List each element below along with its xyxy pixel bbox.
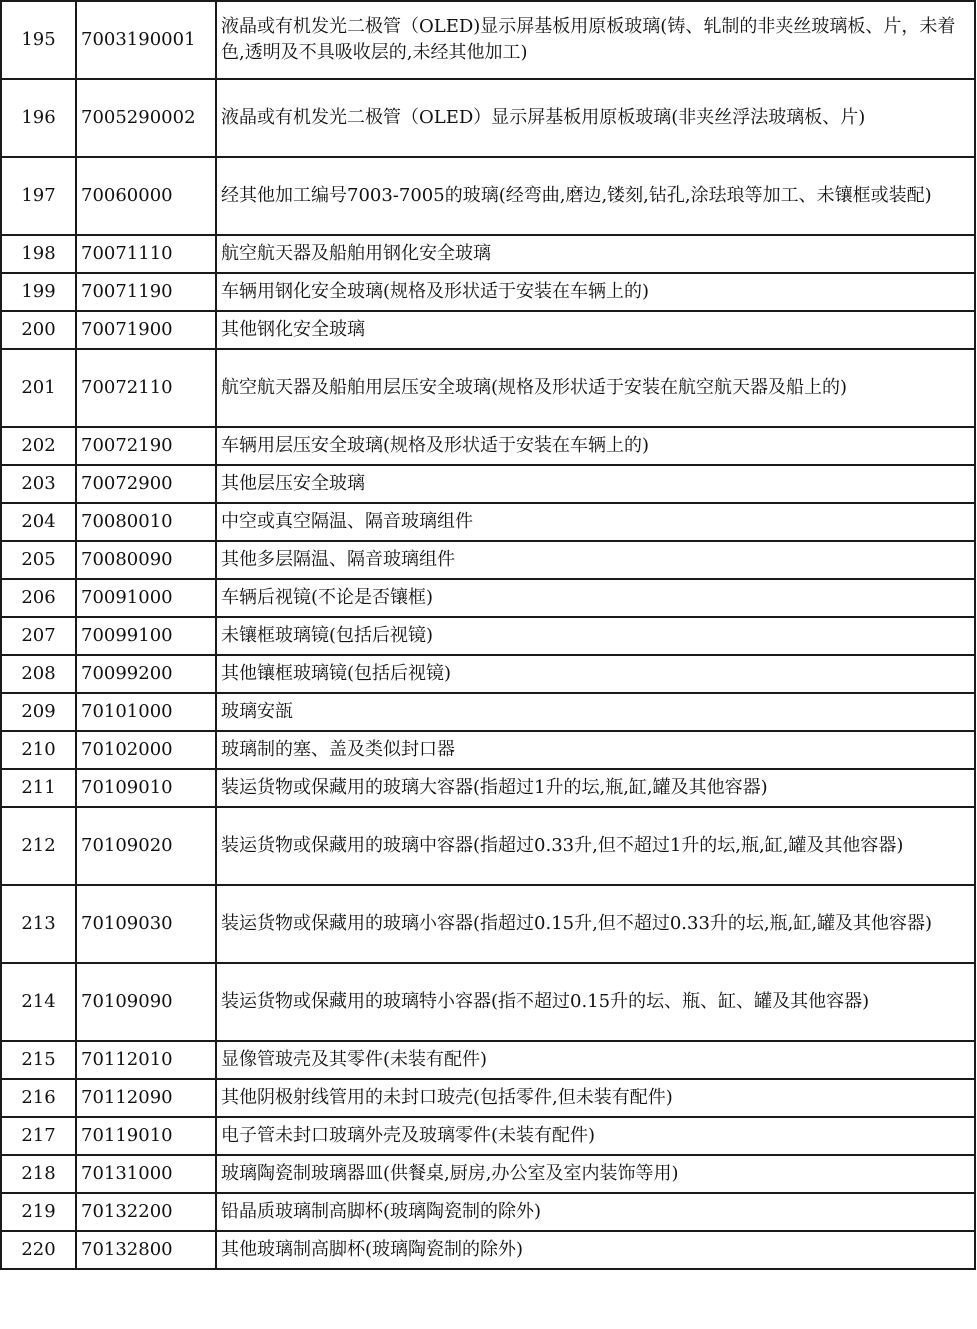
product-description: 其他多层隔温、隔音玻璃组件 (216, 541, 975, 579)
row-number: 212 (1, 807, 76, 885)
table-row (1, 1079, 975, 1117)
product-description: 其他镶框玻璃镜(包括后视镜) (216, 655, 975, 693)
hs-code: 70109090 (76, 963, 216, 1041)
table-row (1, 655, 975, 693)
table-row (1, 427, 975, 465)
row-number: 217 (1, 1117, 76, 1155)
table-row (1, 1193, 975, 1231)
table-row (1, 311, 975, 349)
hs-code: 7003190001 (76, 1, 216, 79)
table-row (1, 1155, 975, 1193)
hs-code: 70072110 (76, 349, 216, 427)
hs-code: 70101000 (76, 693, 216, 731)
row-number: 210 (1, 731, 76, 769)
product-description: 其他层压安全玻璃 (216, 465, 975, 503)
hs-code: 70099200 (76, 655, 216, 693)
hs-code: 70071900 (76, 311, 216, 349)
product-description: 液晶或有机发光二极管（OLED）显示屏基板用原板玻璃(非夹丝浮法玻璃板、片) (216, 79, 975, 157)
row-number: 207 (1, 617, 76, 655)
product-description: 装运货物或保藏用的玻璃大容器(指超过1升的坛,瓶,缸,罐及其他容器) (216, 769, 975, 807)
row-number: 205 (1, 541, 76, 579)
hs-code: 70109030 (76, 885, 216, 963)
table-row (1, 465, 975, 503)
table-row (1, 273, 975, 311)
row-number: 214 (1, 963, 76, 1041)
row-number: 213 (1, 885, 76, 963)
table-row (1, 1231, 975, 1269)
row-number: 202 (1, 427, 76, 465)
row-number: 215 (1, 1041, 76, 1079)
hs-code: 70072900 (76, 465, 216, 503)
hs-code: 70132200 (76, 1193, 216, 1231)
table-row (1, 1, 975, 79)
product-description: 其他阴极射线管用的未封口玻壳(包括零件,但未装有配件) (216, 1079, 975, 1117)
product-description: 装运货物或保藏用的玻璃特小容器(指不超过0.15升的坛、瓶、缸、罐及其他容器) (216, 963, 975, 1041)
table-row (1, 349, 975, 427)
table-row (1, 807, 975, 885)
row-number: 216 (1, 1079, 76, 1117)
row-number: 204 (1, 503, 76, 541)
row-number: 201 (1, 349, 76, 427)
hs-code: 70071190 (76, 273, 216, 311)
row-number: 199 (1, 273, 76, 311)
product-description: 电子管未封口玻璃外壳及玻璃零件(未装有配件) (216, 1117, 975, 1155)
row-number: 195 (1, 1, 76, 79)
hs-code: 70080090 (76, 541, 216, 579)
table-row (1, 693, 975, 731)
row-number: 218 (1, 1155, 76, 1193)
product-description: 装运货物或保藏用的玻璃中容器(指超过0.33升,但不超过1升的坛,瓶,缸,罐及其他容器) (216, 807, 975, 885)
hs-code: 70131000 (76, 1155, 216, 1193)
table-row (1, 79, 975, 157)
product-description: 玻璃安瓿 (216, 693, 975, 731)
product-description: 显像管玻壳及其零件(未装有配件) (216, 1041, 975, 1079)
hs-code: 70112010 (76, 1041, 216, 1079)
table-row (1, 579, 975, 617)
table-row (1, 769, 975, 807)
hs-code: 70071110 (76, 235, 216, 273)
hs-code: 70080010 (76, 503, 216, 541)
row-number: 200 (1, 311, 76, 349)
product-description: 其他玻璃制高脚杯(玻璃陶瓷制的除外) (216, 1231, 975, 1269)
table-row (1, 885, 975, 963)
hs-code: 70112090 (76, 1079, 216, 1117)
product-description: 航空航天器及船舶用层压安全玻璃(规格及形状适于安装在航空航天器及船上的) (216, 349, 975, 427)
table-row (1, 1117, 975, 1155)
row-number: 208 (1, 655, 76, 693)
product-description: 装运货物或保藏用的玻璃小容器(指超过0.15升,但不超过0.33升的坛,瓶,缸,罐及其他容器) (216, 885, 975, 963)
product-description: 中空或真空隔温、隔音玻璃组件 (216, 503, 975, 541)
hs-code: 70102000 (76, 731, 216, 769)
hs-code: 70119010 (76, 1117, 216, 1155)
product-description: 其他钢化安全玻璃 (216, 311, 975, 349)
row-number: 209 (1, 693, 76, 731)
table-row (1, 1041, 975, 1079)
hs-code: 70109020 (76, 807, 216, 885)
product-description: 经其他加工编号7003-7005的玻璃(经弯曲,磨边,镂刻,钻孔,涂珐琅等加工、未镶框或装配) (216, 157, 975, 235)
table-row (1, 157, 975, 235)
product-description: 未镶框玻璃镜(包括后视镜) (216, 617, 975, 655)
product-description: 车辆用层压安全玻璃(规格及形状适于安装在车辆上的) (216, 427, 975, 465)
row-number: 220 (1, 1231, 76, 1269)
table-row (1, 235, 975, 273)
product-description: 铅晶质玻璃制高脚杯(玻璃陶瓷制的除外) (216, 1193, 975, 1231)
table-row (1, 617, 975, 655)
product-description: 玻璃陶瓷制玻璃器皿(供餐桌,厨房,办公室及室内装饰等用) (216, 1155, 975, 1193)
row-number: 206 (1, 579, 76, 617)
row-number: 196 (1, 79, 76, 157)
product-description: 液晶或有机发光二极管（OLED)显示屏基板用原板玻璃(铸、轧制的非夹丝玻璃板、片，未着色,透明及不具吸收层的,未经其他加工) (216, 1, 975, 79)
hs-code: 70099100 (76, 617, 216, 655)
table-row (1, 503, 975, 541)
row-number: 211 (1, 769, 76, 807)
hs-code: 70109010 (76, 769, 216, 807)
product-description: 车辆用钢化安全玻璃(规格及形状适于安装在车辆上的) (216, 273, 975, 311)
hs-code: 7005290002 (76, 79, 216, 157)
table-row (1, 731, 975, 769)
row-number: 198 (1, 235, 76, 273)
hs-code: 70072190 (76, 427, 216, 465)
row-number: 197 (1, 157, 76, 235)
table-row (1, 963, 975, 1041)
hs-code: 70091000 (76, 579, 216, 617)
hs-code: 70060000 (76, 157, 216, 235)
product-description: 玻璃制的塞、盖及类似封口器 (216, 731, 975, 769)
product-description: 车辆后视镜(不论是否镶框) (216, 579, 975, 617)
table-row (1, 541, 975, 579)
row-number: 219 (1, 1193, 76, 1231)
hs-code: 70132800 (76, 1231, 216, 1269)
row-number: 203 (1, 465, 76, 503)
product-description: 航空航天器及船舶用钢化安全玻璃 (216, 235, 975, 273)
